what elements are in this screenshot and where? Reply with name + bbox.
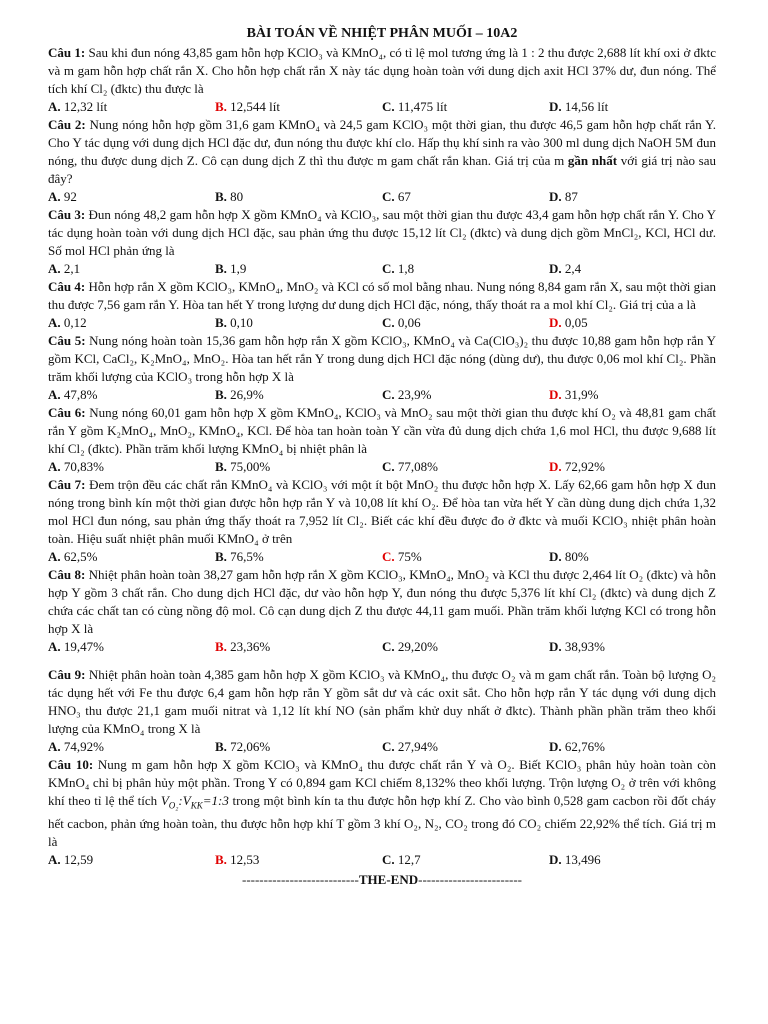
question-1-options bbox=[48, 98, 716, 116]
option-b: B. 80 bbox=[215, 189, 244, 204]
option-d: D. 80% bbox=[549, 549, 589, 564]
question-7 bbox=[48, 476, 716, 566]
option-c: C. 23,9% bbox=[382, 387, 432, 402]
question-label: Câu 8: bbox=[48, 567, 86, 582]
question-2 bbox=[48, 116, 716, 206]
option-c: C. 27,94% bbox=[382, 739, 438, 754]
question-2-options bbox=[48, 188, 716, 206]
question-8-text: Câu 8: Nhiệt phân hoàn toàn 38,27 gam hỗn hợp rắn X gồm KClO₃, KMnO₄, MnO₂ và KCl thu được 2,464 lít O₂ (đktc) và hỗn hợp Y gồm 3 chất rắn. Cho dung dịch HCl đặc, dư vào hỗn hợp Y, đun nóng thu được 5,376 lít khí Cl₂ (đktc) và dung dịch Z chứa các chất tan có cùng nồng độ mol. Cô cạn dung dịch Z thu được 44,11 gam muối. Phần trăm khối lượng KCl có trong hỗn hợp X là bbox=[48, 567, 716, 636]
option-b: B. 0,10 bbox=[215, 315, 253, 330]
option-c: C. 0,06 bbox=[382, 315, 421, 330]
page-title: BÀI TOÁN VỀ NHIỆT PHÂN MUỐI – 10A2 bbox=[246, 26, 518, 41]
question-5 bbox=[48, 332, 716, 404]
question-label: Câu 7: bbox=[48, 477, 86, 492]
question-label: Câu 6: bbox=[48, 405, 86, 420]
question-8 bbox=[48, 566, 716, 656]
question-3-text: Câu 3: Đun nóng 48,2 gam hỗn hợp X gồm KMnO₄ và KClO₃, sau một thời gian thu được 43,4 gam hỗn hợp chất rắn Y. Cho Y tác dụng hoàn toàn với dung dịch HCl đặc, sau phản ứng thu được 15,12 lít Cl₂ (đktc) và dung dịch gồm MnCl₂, KCl, HCl dư. Số mol HCl phản ứng là bbox=[48, 207, 716, 258]
option-b: B. 1,9 bbox=[215, 261, 247, 276]
question-9-text: Câu 9: Nhiệt phân hoàn toàn 4,385 gam hỗn hợp X gồm KClO₃ và KMnO₄, thu được O₂ và m gam chất rắn. Toàn bộ lượng O₂ tác dụng hết với Fe thu được 6,4 gam hỗn hợp rắn Y gồm sắt dư và các oxit sắt. Cho hỗn hợp rắn Y tác dụng với dung dịch HNO₃ thu được 21,1 gam muối nitrat và 1,12 lít khí NO (sản phẩm khử duy nhất ở đktc). Thành phần phần trăm theo khối lượng của KMnO₄ trong X là bbox=[48, 667, 716, 736]
question-6-options bbox=[48, 458, 716, 476]
question-5-text: Câu 5: Nung nóng hoàn toàn 15,36 gam hỗn hợp rắn X gồm KClO₃, KMnO₄ và Ca(ClO₃)₂ thu được 10,88 gam hỗn hợp rắn Y gồm KCl, CaCl₂, K₂MnO₄, MnO₂. Hòa tan hết rắn Y trong dung dịch HCl đặc nóng (dùng dư), thu được 0,06 mol khí Cl₂. Phần trăm khối lượng của KClO₃ trong hỗn hợp X là bbox=[48, 333, 717, 384]
emphasis-text: gần nhất bbox=[567, 153, 618, 168]
question-3 bbox=[48, 206, 716, 278]
option-a: A. 62,5% bbox=[48, 549, 98, 564]
option-b: B. 12,53 bbox=[215, 851, 260, 867]
option-a: A. 74,92% bbox=[48, 739, 104, 754]
option-b: B. 26,9% bbox=[215, 387, 264, 402]
option-d: D. 87 bbox=[549, 189, 578, 204]
question-9 bbox=[48, 666, 716, 756]
question-10-text: Câu 10: Nung m gam hỗn hợp X gồm KClO₃ và KMnO₄ thu được chất rắn Y và O₂. Biết KClO₃ phân hủy hoàn toàn còn KMnO₄ chỉ bị phân hủy một phần. Trong Y có 0,894 gam KCl chiếm 8,132% theo khối lượng. Trộn lượng O₂ ở trên với không khí theo tỉ lệ thể tích $V_{O_2}:V_{KK}=1:3$ trong một bình kín ta thu được hỗn hợp khí Z. Cho vào bình 0,528 gam cacbon rồi đốt cháy hết cacbon, phản ứng hoàn toàn, thu được hỗn hợp khí T gồm 3 khí O₂, N₂, CO₂ trong đó CO₂ chiếm 22,92% thể tích. Giá trị m là bbox=[48, 757, 716, 849]
question-1-text: Câu 1: Sau khi đun nóng 43,85 gam hỗn hợp KClO₃ và KMnO₄, có tỉ lệ mol tương ứng là 1 : 2 thu được 2,688 lít khí oxi ở đktc và m gam hỗn hợp chất rắn X. Cho hỗn hợp chất rắn X này tác dụng hoàn toàn với dung dịch axit HCl 37% dư, đun nóng. Thể tích khí Cl₂ (đktc) thu được là bbox=[48, 45, 716, 96]
option-c: C. 67 bbox=[382, 189, 411, 204]
question-2-text: Câu 2: Nung nóng hỗn hợp gồm 31,6 gam KMnO₄ và 24,5 gam KClO₃ một thời gian, thu được 46,5 gam hỗn hợp chất rắn Y. Cho Y tác dụng với dung dịch HCl đặc dư, đun nóng thu được khí clo. Hấp thụ khí sinh ra vào 300 ml dung dịch NaOH 5M đun nóng, thu được dung dịch Z. Cô cạn dung dịch Z thì thu được m gam chất rắn khan. Giá trị của m gần nhất với giá trị nào sau đây? bbox=[48, 117, 716, 186]
question-3-options bbox=[48, 260, 716, 278]
option-d: D. 72,92% bbox=[549, 459, 605, 474]
option-b: B. 75,00% bbox=[215, 459, 271, 474]
question-label: Câu 10: bbox=[48, 757, 94, 772]
question-8-options bbox=[48, 638, 716, 656]
question-10-options bbox=[48, 851, 716, 869]
option-a: A. 92 bbox=[48, 189, 77, 204]
question-label: Câu 3: bbox=[48, 207, 86, 222]
option-c: C. 1,8 bbox=[382, 261, 415, 276]
option-d: D. 62,76% bbox=[549, 739, 605, 754]
option-a: A. 47,8% bbox=[48, 387, 98, 402]
document-page bbox=[48, 24, 716, 889]
option-d: D. 2,4 bbox=[549, 261, 582, 276]
option-a: A. 12,59 bbox=[48, 851, 94, 867]
option-a: A. 2,1 bbox=[48, 261, 81, 276]
option-a: A. 19,47% bbox=[48, 639, 104, 654]
option-d: D. 31,9% bbox=[549, 387, 599, 402]
option-d: D. 14,56 lít bbox=[549, 99, 609, 114]
question-4-options bbox=[48, 314, 716, 332]
option-c: C. 11,475 lít bbox=[382, 99, 448, 114]
option-d: D. 38,93% bbox=[549, 639, 605, 654]
question-label: Câu 5: bbox=[48, 333, 86, 348]
section-gap bbox=[48, 656, 716, 666]
the-end-footer: ---------------------------THE-END------------------------ bbox=[241, 871, 523, 887]
question-10 bbox=[48, 756, 716, 869]
question-5-options bbox=[48, 386, 716, 404]
question-6 bbox=[48, 404, 716, 476]
question-7-text: Câu 7: Đem trộn đều các chất rắn KMnO₄ và KClO₃ với một ít bột MnO₂ thu được hỗn hợp X. Lấy 62,66 gam hỗn hợp X đun nóng trong bình kín một thời gian được hỗn hợp rắn Y và 10,08 lít khí O₂. Để hòa tan vừa hết Y cần dùng dung dịch chứa 1,32 mol HCl đun nóng, sau phản ứng thấy thoát ra 7,952 lít Cl₂. Biết các khí đều được đo ở đktc và muối KClO₃ nhiệt phân hoàn toàn. Hiệu suất nhiệt phân muối KMnO₄ ở trên bbox=[48, 477, 717, 546]
question-6-text: Câu 6: Nung nóng 60,01 gam hỗn hợp X gồm KMnO₄, KClO₃ và MnO₂ sau một thời gian thu được khí O₂ và 48,81 gam chất rắn Y gồm K₂MnO₄, MnO₂, KMnO₄, KCl. Để hòa tan hoàn toàn Y cần vừa đủ dung dịch chứa 1,6 mol HCl, thu được 9,688 lít khí Cl₂ (đktc). Phần trăm khối lượng KMnO₄ bị nhiệt phân là bbox=[48, 405, 716, 456]
option-d: D. 0,05 bbox=[549, 315, 588, 330]
option-b: B. 72,06% bbox=[215, 739, 271, 754]
option-c: C. 29,20% bbox=[382, 639, 438, 654]
question-1 bbox=[48, 44, 716, 116]
question-7-options bbox=[48, 548, 716, 566]
option-c: C. 75% bbox=[382, 549, 422, 564]
question-label: Câu 2: bbox=[48, 117, 86, 132]
option-b: B. 12,544 lít bbox=[215, 99, 281, 114]
question-9-options bbox=[48, 738, 716, 756]
option-a: A. 12,32 lít bbox=[48, 99, 108, 114]
option-b: B. 23,36% bbox=[215, 639, 271, 654]
question-label: Câu 9: bbox=[48, 667, 86, 682]
question-4 bbox=[48, 278, 716, 332]
option-a: A. 0,12 bbox=[48, 315, 87, 330]
option-c: C. 12,7 bbox=[382, 851, 421, 867]
volume-ratio-formula: $V_{O_2}:V_{KK}=1:3$ bbox=[160, 793, 229, 811]
option-c: C. 77,08% bbox=[382, 459, 438, 474]
option-b: B. 76,5% bbox=[215, 549, 264, 564]
question-label: Câu 1: bbox=[48, 45, 86, 60]
option-d: D. 13,496 bbox=[549, 851, 601, 867]
option-a: A. 70,83% bbox=[48, 459, 104, 474]
question-label: Câu 4: bbox=[48, 279, 86, 294]
question-4-text: Câu 4: Hỗn hợp rắn X gồm KClO₃, KMnO₄, MnO₂ và KCl có số mol bằng nhau. Nung nóng 8,84 gam rắn X, sau một thời gian thu được 7,56 gam rắn Y. Hòa tan hết Y trong lượng dư dung dịch HCl đặc, nóng, thấy thoát ra a mol khí Cl₂. Giá trị của a là bbox=[48, 279, 717, 312]
